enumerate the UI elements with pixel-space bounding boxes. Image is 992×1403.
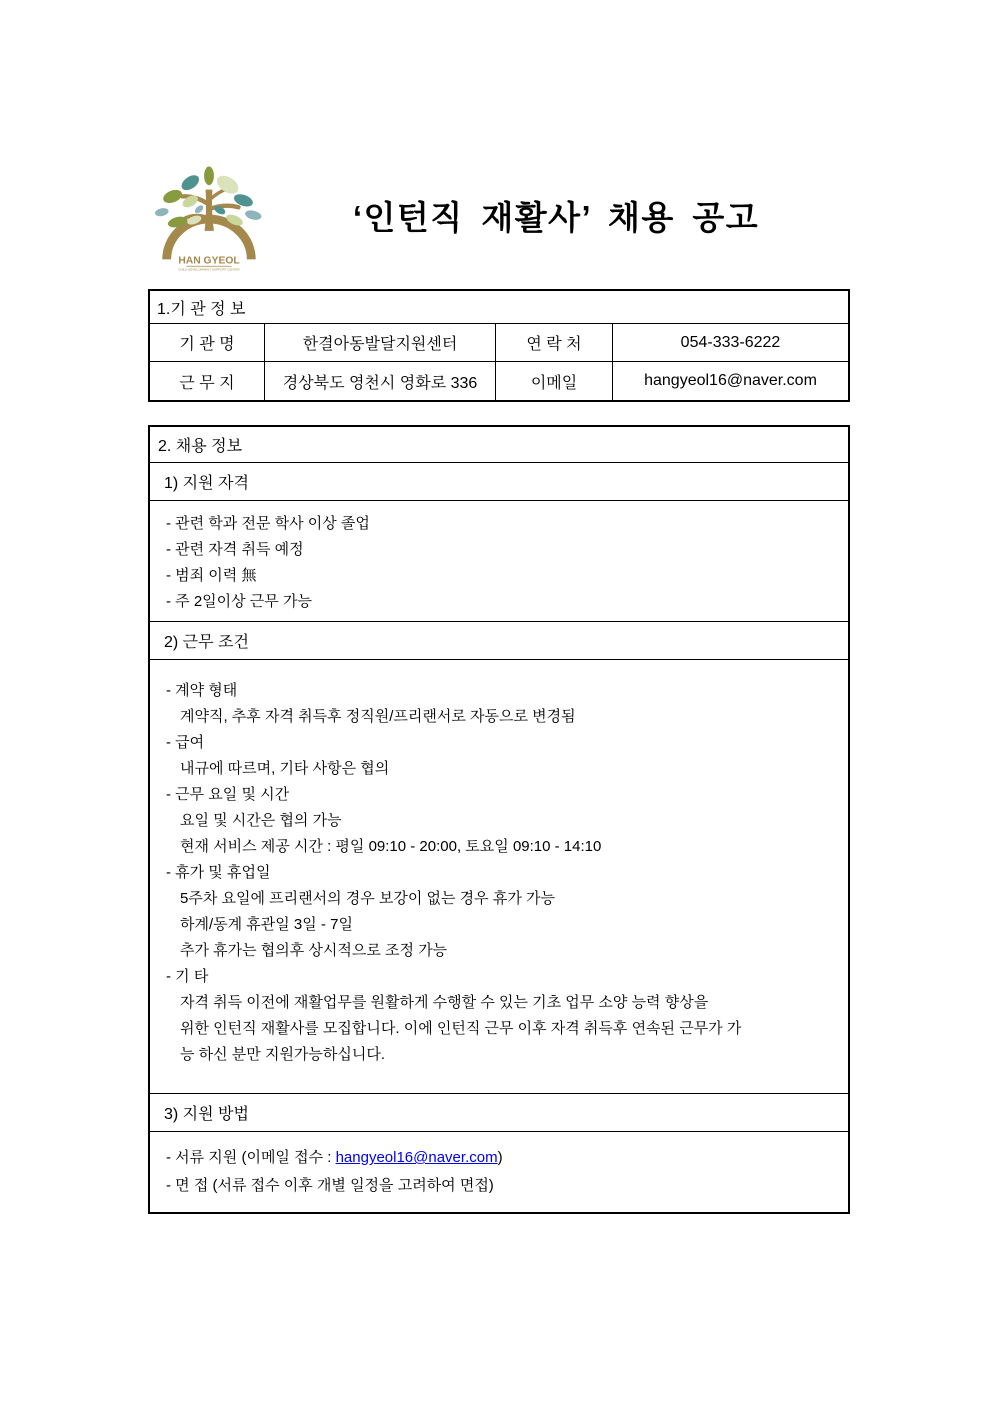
content-line: - 면 접 (서류 접수 이후 개별 일정을 고려하여 면접) [166,1177,494,1194]
section-content-conditions [150,660,848,1094]
contact-value: 054-333-6222 [612,324,848,362]
email-label: 이메일 [495,362,612,400]
page-title: ‘인턴직 재활사’ 채용 공고 [352,199,760,236]
content-line: 자격 취득 이전에 재활업무를 원활하게 수행할 수 있는 기초 업무 소양 능력 향상을 [180,994,709,1011]
content-line: 추가 휴가는 협의후 상시적으로 조정 가능 [180,942,448,959]
content-line: 내규에 따르며, 기타 사항은 협의 [180,760,390,777]
content-line: 5주차 요일에 프리랜서의 경우 보강이 없는 경우 휴가 가능 [180,890,555,907]
content-line: - 범죄 이력 無 [166,567,257,584]
email-value: hangyeol16@naver.com [612,362,848,400]
org-name-value: 한결아동발달지원센터 [264,324,495,362]
workplace-value: 경상북도 영천시 영화로 336 [264,362,495,400]
tree-logo-icon [150,164,268,282]
org-table-header: 1.기 관 정 보 [150,291,848,324]
section-heading-apply: 3) 지원 방법 [150,1094,848,1132]
content-line: - 계약 형태 [166,682,238,699]
content-line: - 서류 지원 (이메일 접수 : hangyeol16@naver.com) [166,1149,503,1166]
content-line: 현재 서비스 제공 시간 : 평일 09:10 - 20:00, 토요일 09:10 - 14:10 [180,838,602,855]
recruit-info-table [148,425,850,1214]
content-line: - 관련 자격 취득 예정 [166,541,304,558]
section-content-qualification [150,501,848,622]
org-name-label: 기 관 명 [150,324,264,362]
content-line: - 기 타 [166,968,209,985]
content-line: 능 하신 분만 지원가능하십니다. [180,1046,386,1063]
content-line: - 근무 요일 및 시간 [166,786,290,803]
content-line: 계약직, 추후 자격 취득후 정직원/프리랜서로 자동으로 변경됨 [180,708,576,725]
content-line: - 휴가 및 휴업일 [166,864,271,881]
logo-brand-text: HAN GYEOL [178,255,240,267]
content-line: 위한 인턴직 재활사를 모집합니다. 이에 인턴직 근무 이후 자격 취득후 연속된 근무가 가 [180,1020,742,1037]
content-line: - 주 2일이상 근무 가능 [166,593,312,610]
content-line: 요일 및 시간은 협의 가능 [180,812,342,829]
contact-label: 연 락 처 [495,324,612,362]
org-info-table [148,289,850,402]
recruit-table-header: 2. 채용 정보 [150,427,848,463]
logo-subtitle-text: CHILD DEVELOPMENT SUPPORT CENTER [178,267,240,272]
section-heading-conditions: 2) 근무 조건 [150,622,848,660]
section-content-apply [150,1132,848,1212]
hangyeol-logo [150,164,268,282]
email-link[interactable]: hangyeol16@naver.com [335,1149,498,1166]
workplace-label: 근 무 지 [179,374,235,392]
content-line: - 급여 [166,734,205,751]
content-line: - 관련 학과 전문 학사 이상 졸업 [166,515,370,532]
section-heading-qualification: 1) 지원 자격 [150,463,848,501]
content-line: 하계/동계 휴관일 3일 - 7일 [180,916,353,933]
